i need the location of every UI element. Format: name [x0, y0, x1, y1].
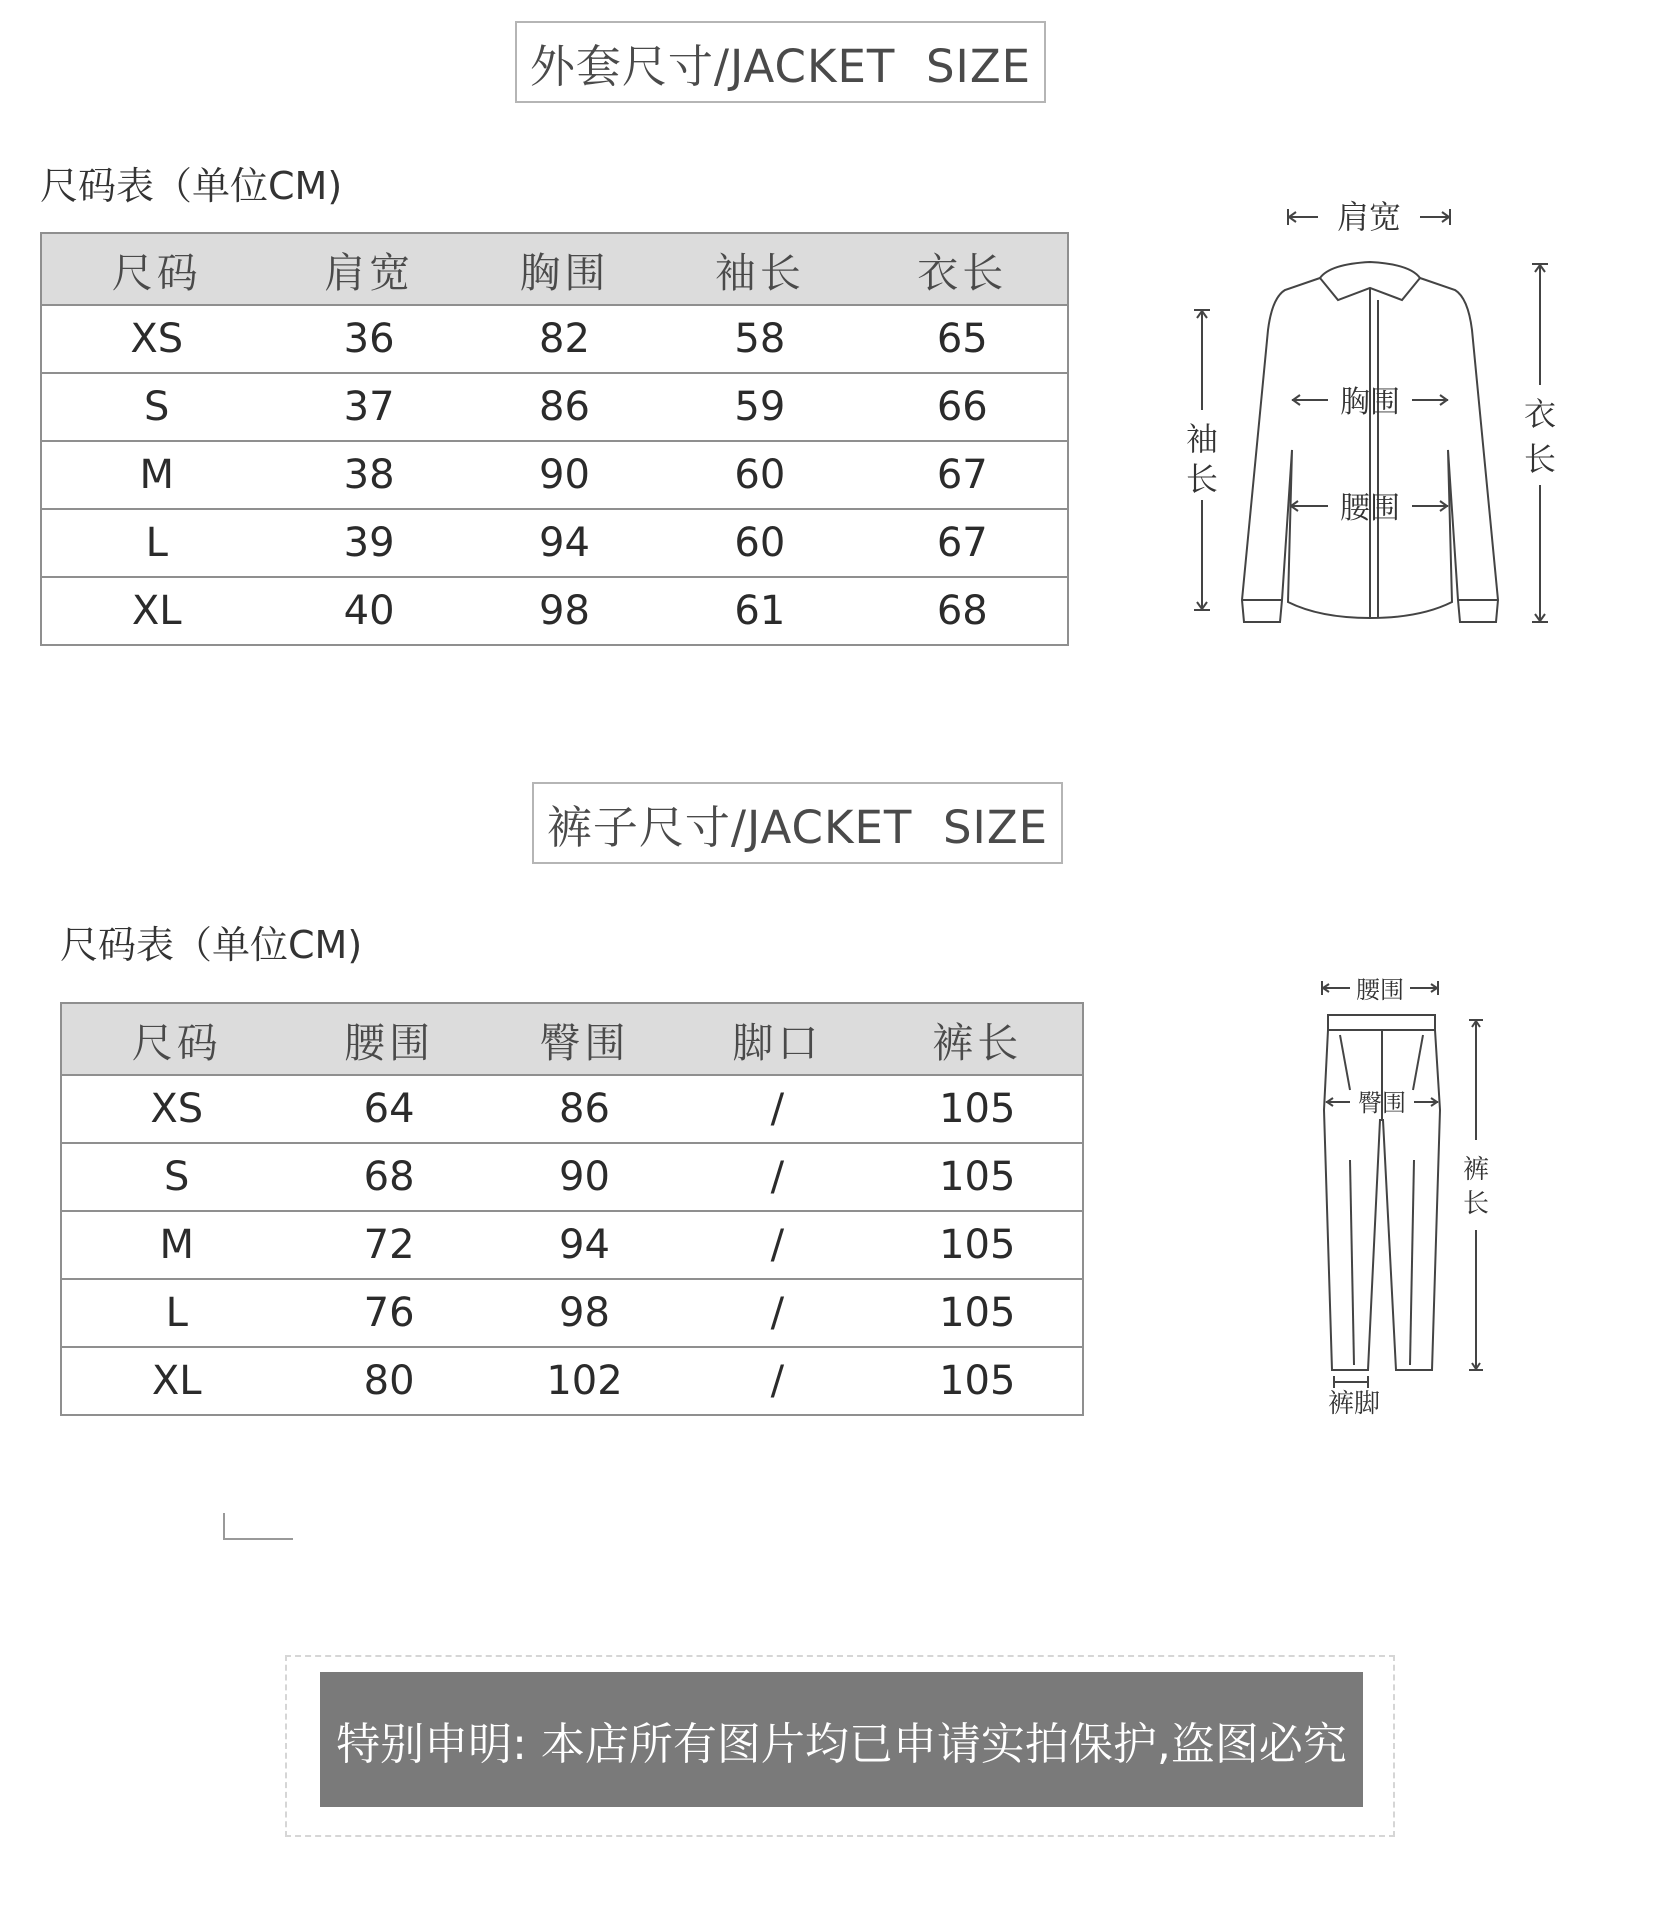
copyright-notice: 特别申明: 本店所有图片均已申请实拍保护,盗图必究 — [320, 1672, 1363, 1807]
pants-length-label-2: 长 — [1462, 1189, 1490, 1219]
table-cell: 80 — [291, 1347, 486, 1415]
table-row — [61, 1075, 1083, 1143]
table-cell: 67 — [858, 441, 1068, 509]
table-cell: 37 — [271, 373, 466, 441]
header-waist: 腰围 — [291, 1003, 486, 1075]
jacket-diagram — [1180, 190, 1590, 640]
table-cell: 76 — [291, 1279, 486, 1347]
table-cell: 94 — [487, 1211, 682, 1279]
table-cell: 72 — [291, 1211, 486, 1279]
table-cell: M — [61, 1211, 291, 1279]
header-pants-length: 裤长 — [873, 1003, 1083, 1075]
table-cell: 105 — [873, 1075, 1083, 1143]
table-cell: 67 — [858, 509, 1068, 577]
table-cell: 66 — [858, 373, 1068, 441]
jacket-shoulder-label: 肩宽 — [1336, 198, 1402, 236]
table-cell: 39 — [271, 509, 466, 577]
table-cell: / — [682, 1347, 872, 1415]
table-cell: 94 — [467, 509, 662, 577]
table-cell: 60 — [662, 509, 857, 577]
table-header-row — [61, 1003, 1083, 1075]
table-cell: / — [682, 1211, 872, 1279]
jacket-waist-label: 腰围 — [1340, 491, 1400, 526]
table-cell: S — [41, 373, 271, 441]
header-size: 尺码 — [41, 233, 271, 305]
table-cell: 61 — [662, 577, 857, 645]
table-row — [61, 1211, 1083, 1279]
pants-diagram — [1310, 960, 1510, 1420]
header-size: 尺码 — [61, 1003, 291, 1075]
pants-waist-label: 腰围 — [1356, 976, 1404, 1004]
table-row — [41, 509, 1068, 577]
jacket-sleeve-label-1: 袖 — [1185, 420, 1219, 458]
jacket-title: 外套尺寸/JACKET SIZE — [515, 21, 1046, 103]
table-row — [61, 1347, 1083, 1415]
table-cell: XS — [61, 1075, 291, 1143]
table-cell: 105 — [873, 1211, 1083, 1279]
table-cell: M — [41, 441, 271, 509]
table-cell: 86 — [467, 373, 662, 441]
table-row — [61, 1143, 1083, 1211]
jacket-size-table — [40, 232, 1069, 646]
table-cell: 58 — [662, 305, 857, 373]
table-cell: 59 — [662, 373, 857, 441]
table-cell: XL — [61, 1347, 291, 1415]
table-cell: 36 — [271, 305, 466, 373]
pants-length-label-1: 裤 — [1462, 1155, 1490, 1185]
table-cell: L — [41, 509, 271, 577]
pants-hem-label: 裤脚 — [1327, 1389, 1381, 1419]
table-row — [61, 1279, 1083, 1347]
table-cell: 102 — [487, 1347, 682, 1415]
table-row — [41, 373, 1068, 441]
table-cell: 98 — [487, 1279, 682, 1347]
header-hem: 脚口 — [682, 1003, 872, 1075]
pants-title: 裤子尺寸/JACKET SIZE — [532, 782, 1063, 864]
header-shoulder: 肩宽 — [271, 233, 466, 305]
table-row — [41, 441, 1068, 509]
table-cell: 64 — [291, 1075, 486, 1143]
table-row — [41, 305, 1068, 373]
table-cell: 105 — [873, 1347, 1083, 1415]
header-length: 衣长 — [858, 233, 1068, 305]
table-cell: L — [61, 1279, 291, 1347]
header-sleeve: 袖长 — [662, 233, 857, 305]
jacket-table-caption: 尺码表（单位CM) — [40, 164, 343, 208]
table-cell: 98 — [467, 577, 662, 645]
corner-mark — [223, 1513, 293, 1540]
table-header-row — [41, 233, 1068, 305]
pants-table-caption: 尺码表（单位CM) — [60, 923, 363, 967]
table-cell: 68 — [858, 577, 1068, 645]
table-cell: XL — [41, 577, 271, 645]
table-cell: 40 — [271, 577, 466, 645]
table-row — [41, 577, 1068, 645]
table-cell: 82 — [467, 305, 662, 373]
jacket-sleeve-label-2: 长 — [1185, 460, 1219, 498]
table-cell: XS — [41, 305, 271, 373]
table-cell: / — [682, 1075, 872, 1143]
header-chest: 胸围 — [467, 233, 662, 305]
table-cell: 38 — [271, 441, 466, 509]
header-hip: 臀围 — [487, 1003, 682, 1075]
table-cell: 60 — [662, 441, 857, 509]
jacket-length-label-1: 衣 — [1523, 395, 1557, 433]
table-cell: 105 — [873, 1279, 1083, 1347]
table-cell: 105 — [873, 1143, 1083, 1211]
jacket-chest-label: 胸围 — [1340, 385, 1400, 420]
table-cell: 65 — [858, 305, 1068, 373]
table-cell: / — [682, 1279, 872, 1347]
pants-size-table — [60, 1002, 1084, 1416]
table-cell: 90 — [487, 1143, 682, 1211]
table-cell: 86 — [487, 1075, 682, 1143]
jacket-length-label-2: 长 — [1523, 440, 1557, 478]
table-cell: S — [61, 1143, 291, 1211]
pants-hip-label: 臀围 — [1358, 1089, 1406, 1117]
table-cell: / — [682, 1143, 872, 1211]
table-cell: 90 — [467, 441, 662, 509]
table-cell: 68 — [291, 1143, 486, 1211]
